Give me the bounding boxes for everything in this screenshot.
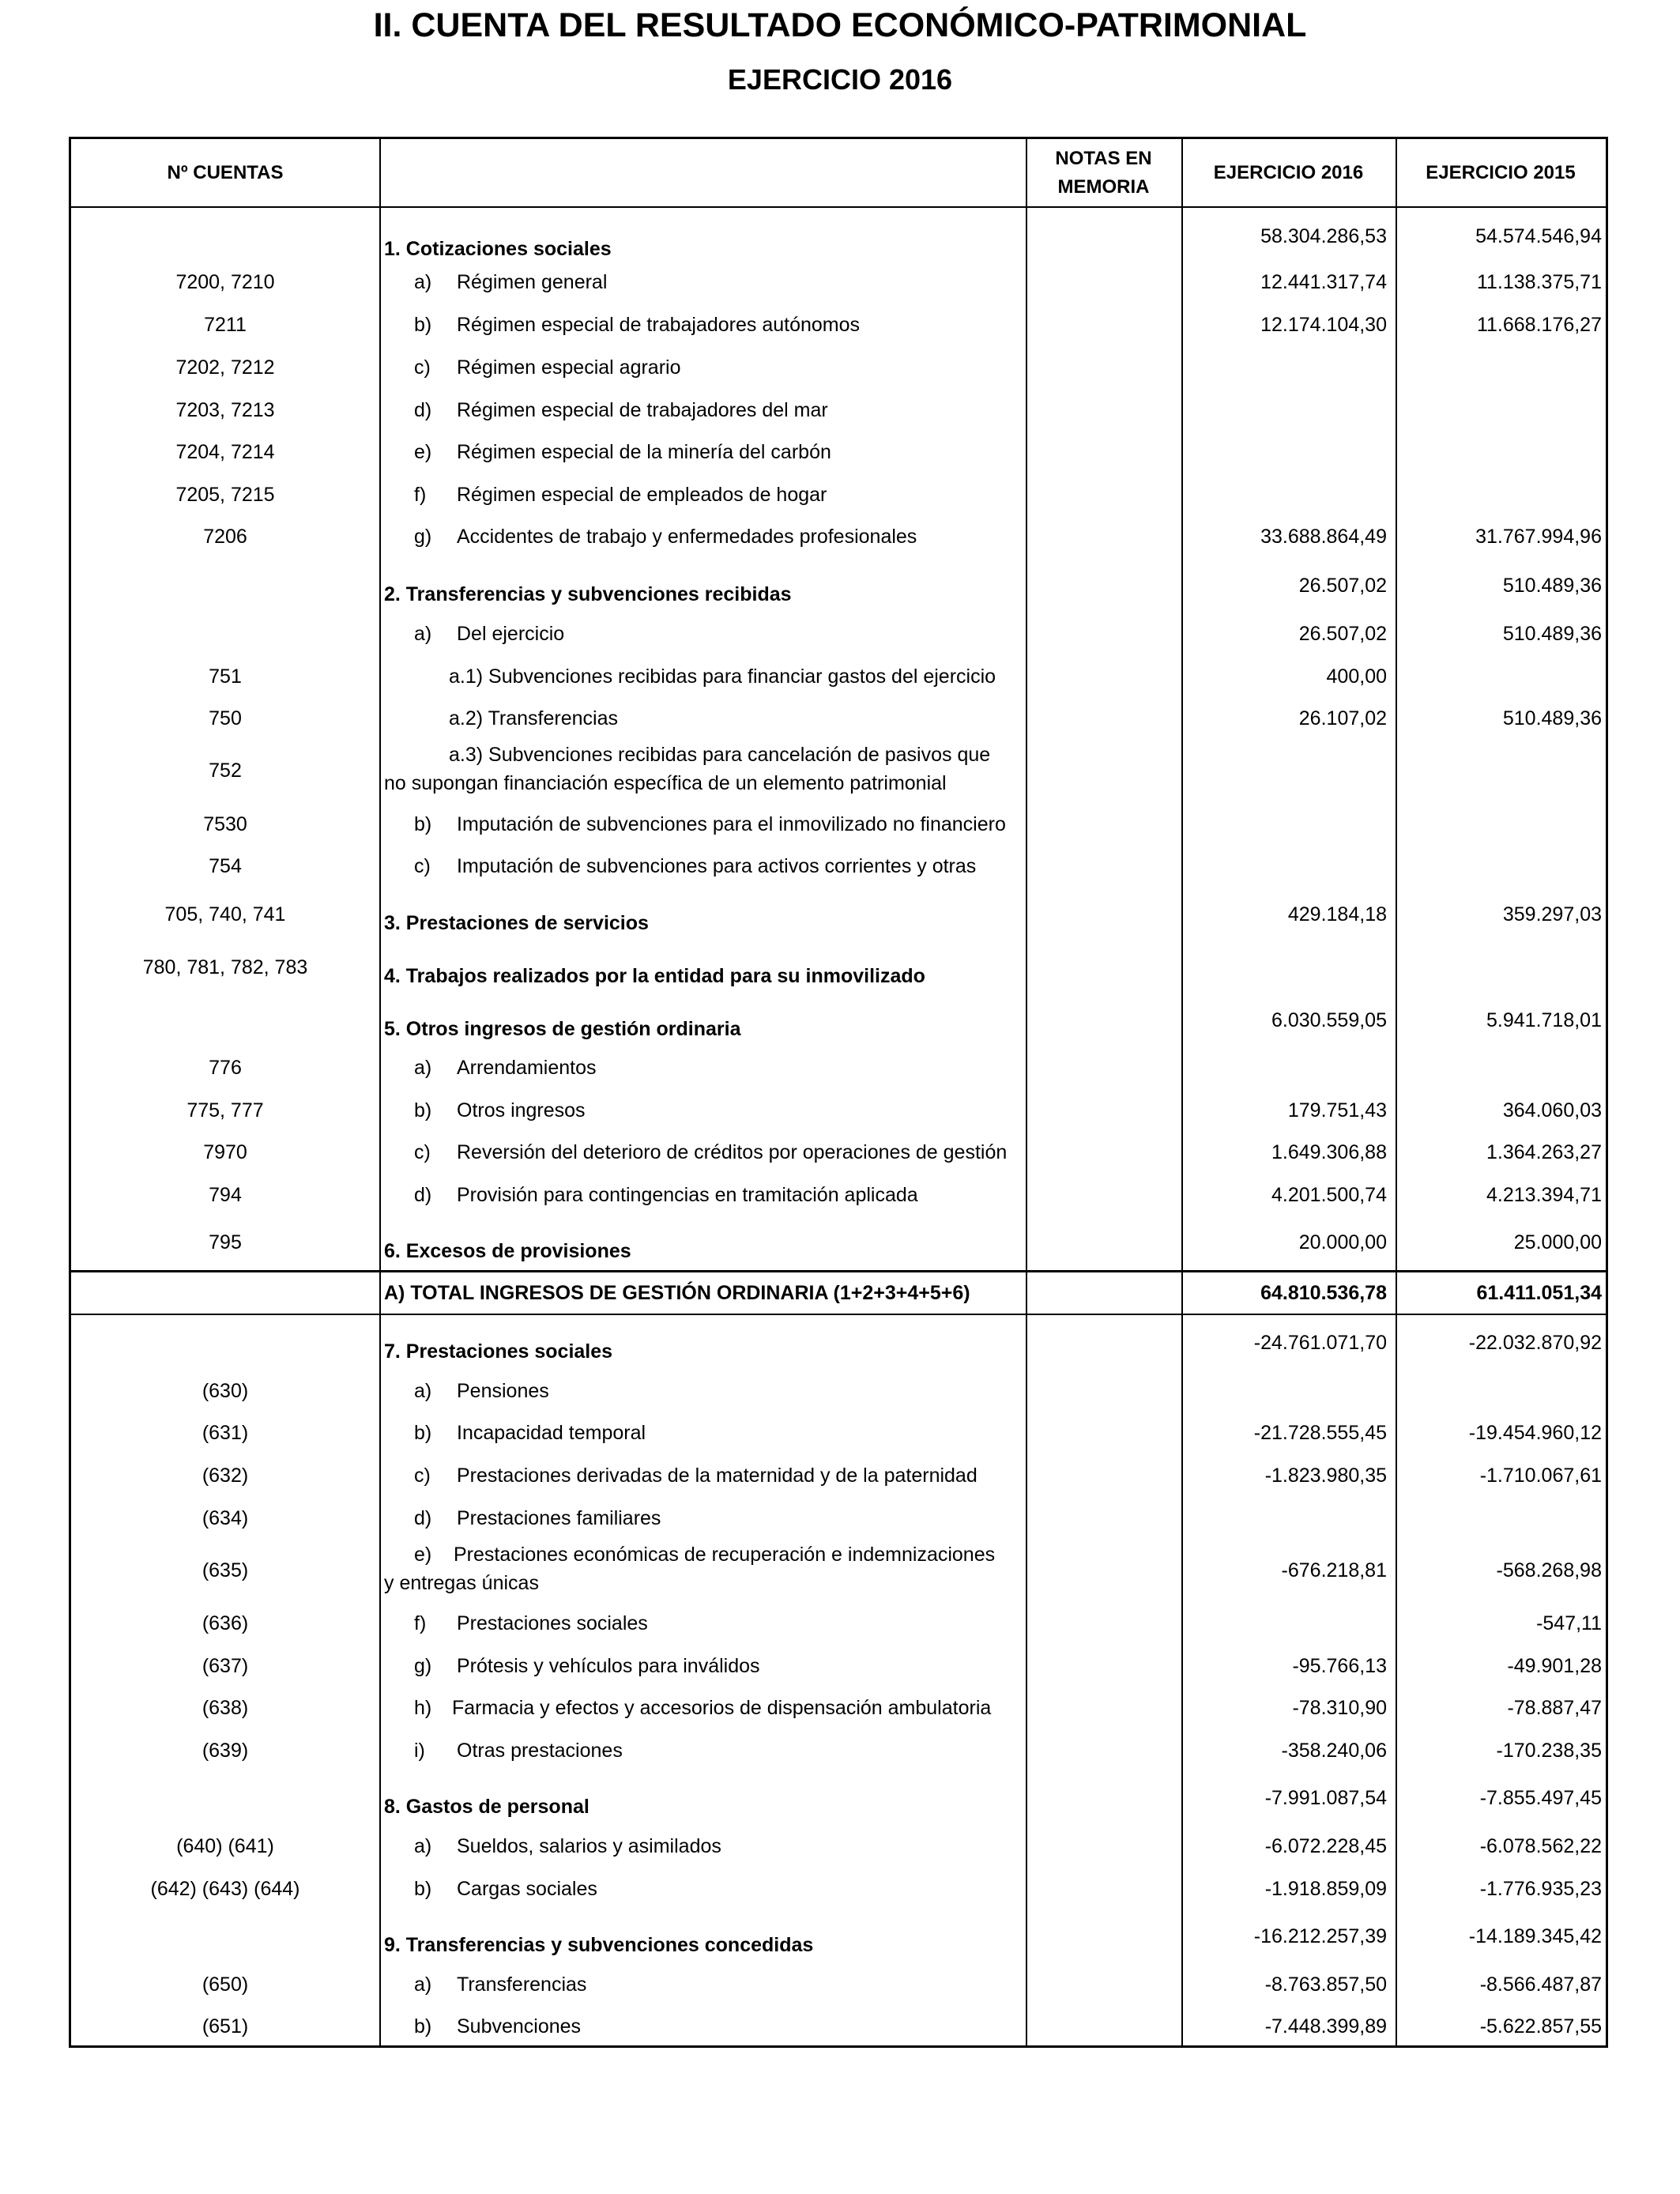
value-2016: -16.212.257,39: [1253, 1925, 1387, 1947]
value-2015: -8.566.487,87: [1479, 1973, 1602, 1996]
account-code: 7970: [203, 1141, 247, 1163]
row-letter: b): [414, 1099, 432, 1122]
value-2015: -1.710.067,61: [1479, 1465, 1602, 1487]
account-code: 7205, 7215: [175, 484, 275, 506]
value-2016: -95.766,13: [1292, 1655, 1387, 1677]
row-letter: a): [414, 623, 432, 645]
row-letter: b): [414, 2015, 432, 2038]
account-code: 750: [209, 707, 242, 729]
value-2015: -568.268,98: [1496, 1559, 1602, 1581]
value-2015: 25.000,00: [1513, 1231, 1602, 1253]
row-text: Prestaciones familiares: [457, 1507, 661, 1529]
row-text: a.3) Subvenciones recibidas para cancelación de pasivos que: [449, 744, 991, 766]
value-2016: 64.810.536,78: [1260, 1282, 1387, 1304]
account-code: 776: [209, 1057, 242, 1079]
row-text: a.1) Subvenciones recibidas para financiar gastos del ejercicio: [449, 665, 996, 688]
total-divider-bottom: [71, 1314, 1606, 1315]
total-label: A) TOTAL INGRESOS DE GESTIÓN ORDINARIA (1+2+3+4+5+6): [384, 1282, 970, 1304]
account-code: (631): [202, 1422, 249, 1444]
row-text: Régimen especial agrario: [457, 356, 681, 379]
value-2016: -1.918.859,09: [1264, 1878, 1387, 1900]
value-2016: -8.763.857,50: [1264, 1973, 1387, 1996]
row-text: Otras prestaciones: [457, 1740, 623, 1762]
value-2015: -49.901,28: [1507, 1655, 1602, 1677]
value-2015: 1.364.263,27: [1486, 1141, 1602, 1163]
row-letter: a): [414, 1380, 432, 1402]
value-2015: -547,11: [1536, 1612, 1602, 1634]
results-table: [69, 137, 1608, 2048]
value-2015: -14.189.345,42: [1468, 1925, 1602, 1947]
row-letter: a): [414, 1973, 432, 1996]
row-description: 3. Prestaciones de servicios: [384, 912, 649, 934]
value-2016: -1.823.980,35: [1264, 1465, 1387, 1487]
account-code: 7200, 7210: [175, 271, 275, 293]
value-2016: -24.761.071,70: [1253, 1332, 1387, 1354]
account-code: (634): [202, 1507, 249, 1529]
row-text: Régimen especial de trabajadores autónomos: [457, 314, 861, 336]
account-code: 752: [209, 760, 242, 782]
account-code: 7202, 7212: [175, 356, 275, 379]
row-description: 2. Transferencias y subvenciones recibidas: [384, 583, 792, 605]
account-code: (637): [202, 1655, 249, 1677]
row-letter: h): [414, 1697, 432, 1719]
value-2015: -19.454.960,12: [1468, 1422, 1602, 1444]
row-letter: a): [414, 271, 432, 293]
account-code: (640) (641): [176, 1835, 274, 1857]
column-divider: [379, 139, 381, 2045]
value-2016: 400,00: [1326, 665, 1387, 688]
row-text: Prótesis y vehículos para inválidos: [457, 1655, 760, 1677]
value-2015: 359.297,03: [1502, 903, 1602, 925]
value-2015: 4.213.394,71: [1486, 1184, 1602, 1206]
value-2016: -7.448.399,89: [1264, 2015, 1387, 2038]
account-code: 7204, 7214: [175, 441, 275, 463]
value-2016: 1.649.306,88: [1271, 1141, 1387, 1163]
row-text: Del ejercicio: [457, 623, 565, 645]
value-2015: 510.489,36: [1502, 707, 1602, 729]
account-code: 7206: [203, 526, 247, 548]
value-2016: -6.072.228,45: [1264, 1835, 1387, 1857]
header-notas: NOTAS EN MEMORIA: [1055, 147, 1152, 198]
row-text: Prestaciones sociales: [457, 1612, 648, 1634]
row-letter: f): [414, 484, 427, 506]
value-2016: 20.000,00: [1298, 1231, 1387, 1253]
account-code: (635): [202, 1559, 249, 1581]
header-ejercicio-2016: EJERCICIO 2016: [1213, 161, 1364, 183]
row-letter: b): [414, 314, 432, 336]
column-divider: [1026, 139, 1027, 2045]
account-code: (642) (643) (644): [150, 1878, 300, 1900]
row-text: Transferencias: [457, 1973, 587, 1996]
row-letter: c): [414, 356, 431, 379]
row-letter: c): [414, 1465, 431, 1487]
value-2015: 54.574.546,94: [1475, 225, 1602, 247]
row-description: 9. Transferencias y subvenciones concedidas: [384, 1934, 814, 1956]
row-letter: d): [414, 1184, 432, 1206]
row-text: Prestaciones derivadas de la maternidad y de la paternidad: [457, 1465, 977, 1487]
value-2015: 11.668.176,27: [1476, 314, 1602, 336]
page-subtitle: EJERCICIO 2016: [727, 63, 953, 96]
row-letter: b): [414, 813, 432, 835]
value-2016: -78.310,90: [1292, 1697, 1387, 1719]
account-code: (650): [202, 1973, 249, 1996]
row-text: Régimen general: [457, 271, 608, 293]
value-2016: 6.030.559,05: [1271, 1009, 1387, 1031]
value-2015: 510.489,36: [1502, 623, 1602, 645]
row-letter: c): [414, 1141, 431, 1163]
row-letter: a): [414, 1835, 432, 1857]
value-2016: -21.728.555,45: [1253, 1422, 1387, 1444]
account-code: 7211: [204, 314, 247, 336]
row-letter: d): [414, 1507, 432, 1529]
value-2016: 26.507,02: [1298, 623, 1387, 645]
row-text: Otros ingresos: [457, 1099, 586, 1122]
row-text: Farmacia y efectos y accesorios de dispensación ambulatoria: [452, 1697, 992, 1719]
row-text-continued: no supongan financiación específica de un elemento patrimonial: [384, 772, 947, 794]
account-code: 794: [209, 1184, 242, 1206]
row-description: 1. Cotizaciones sociales: [384, 238, 612, 260]
value-2016: 12.441.317,74: [1260, 271, 1387, 293]
value-2015: 5.941.718,01: [1486, 1009, 1602, 1031]
row-text: a.2) Transferencias: [449, 707, 618, 729]
value-2016: 26.507,02: [1298, 575, 1387, 597]
row-letter: g): [414, 1655, 432, 1677]
row-description: 4. Trabajos realizados por la entidad para su inmovilizado: [384, 965, 925, 987]
value-2016: 58.304.286,53: [1260, 225, 1387, 247]
account-code: 795: [209, 1231, 242, 1253]
value-2015: -170.238,35: [1496, 1740, 1602, 1762]
row-letter: c): [414, 855, 431, 877]
account-code: (639): [202, 1740, 249, 1762]
account-code: (632): [202, 1465, 249, 1487]
total-divider-top: [71, 1270, 1606, 1272]
value-2016: 429.184,18: [1287, 903, 1387, 925]
row-text: Pensiones: [457, 1380, 549, 1402]
row-text: Arrendamientos: [457, 1057, 597, 1079]
row-letter: f): [414, 1612, 427, 1634]
value-2016: -358.240,06: [1281, 1740, 1387, 1762]
column-divider: [1181, 139, 1183, 2045]
row-text: Subvenciones: [457, 2015, 582, 2038]
value-2015: 510.489,36: [1502, 575, 1602, 597]
row-letter: i): [414, 1740, 425, 1762]
value-2015: -5.622.857,55: [1479, 2015, 1602, 2038]
value-2016: 12.174.104,30: [1260, 314, 1387, 336]
row-text: e) Prestaciones económicas de recuperación e indemnizaciones: [414, 1544, 996, 1566]
value-2015: 31.767.994,96: [1475, 526, 1602, 548]
account-code: 7530: [203, 813, 247, 835]
value-2015: -78.887,47: [1507, 1697, 1602, 1719]
account-code: 775, 777: [186, 1099, 264, 1122]
header-cuentas: Nº CUENTAS: [167, 161, 284, 183]
row-description: 5. Otros ingresos de gestión ordinaria: [384, 1018, 741, 1040]
row-text: Imputación de subvenciones para el inmovilizado no financiero: [457, 813, 1006, 835]
row-description: 8. Gastos de personal: [384, 1796, 590, 1818]
account-code: 780, 781, 782, 783: [142, 956, 308, 978]
row-text: Régimen especial de empleados de hogar: [457, 484, 827, 506]
row-text: Provisión para contingencias en tramitación aplicada: [457, 1184, 918, 1206]
header-divider: [71, 206, 1606, 208]
row-description: 7. Prestaciones sociales: [384, 1340, 613, 1363]
row-text: Reversión del deterioro de créditos por operaciones de gestión: [457, 1141, 1008, 1163]
row-description: 6. Excesos de provisiones: [384, 1240, 631, 1262]
row-text: Accidentes de trabajo y enfermedades profesionales: [457, 526, 917, 548]
account-code: 7203, 7213: [175, 399, 275, 421]
account-code: (636): [202, 1612, 249, 1634]
value-2015: -7.855.497,45: [1479, 1787, 1602, 1809]
column-divider: [1396, 139, 1397, 2045]
account-code: 705, 740, 741: [164, 903, 286, 925]
row-letter: b): [414, 1878, 432, 1900]
row-text: Régimen especial de trabajadores del mar: [457, 399, 828, 421]
row-letter: d): [414, 399, 432, 421]
value-2016: 4.201.500,74: [1271, 1184, 1387, 1206]
account-code: (630): [202, 1380, 249, 1402]
account-code: 751: [209, 665, 242, 688]
row-text: Sueldos, salarios y asimilados: [457, 1835, 721, 1857]
row-text-continued: y entregas únicas: [384, 1572, 539, 1594]
account-code: (638): [202, 1697, 249, 1719]
account-code: (651): [202, 2015, 249, 2038]
value-2015: 61.411.051,34: [1476, 1282, 1602, 1304]
value-2016: 179.751,43: [1287, 1099, 1387, 1122]
value-2016: 33.688.864,49: [1260, 526, 1387, 548]
value-2015: -1.776.935,23: [1479, 1878, 1602, 1900]
value-2015: -22.032.870,92: [1468, 1332, 1602, 1354]
value-2016: 26.107,02: [1298, 707, 1387, 729]
row-text: Incapacidad temporal: [457, 1422, 646, 1444]
row-letter: g): [414, 526, 432, 548]
row-letter: a): [414, 1057, 432, 1079]
value-2015: 364.060,03: [1502, 1099, 1602, 1122]
value-2016: -7.991.087,54: [1264, 1787, 1387, 1809]
page-title: II. CUENTA DEL RESULTADO ECONÓMICO-PATRIMONIAL: [373, 6, 1307, 44]
header-ejercicio-2015: EJERCICIO 2015: [1426, 161, 1576, 183]
row-text: Cargas sociales: [457, 1878, 597, 1900]
row-text: Régimen especial de la minería del carbón: [457, 441, 831, 463]
row-letter: b): [414, 1422, 432, 1444]
row-text: Imputación de subvenciones para activos corrientes y otras: [457, 855, 977, 877]
row-letter: e): [414, 441, 432, 463]
value-2015: -6.078.562,22: [1479, 1835, 1602, 1857]
account-code: 754: [209, 855, 242, 877]
value-2015: 11.138.375,71: [1476, 271, 1602, 293]
value-2016: -676.218,81: [1281, 1559, 1387, 1581]
